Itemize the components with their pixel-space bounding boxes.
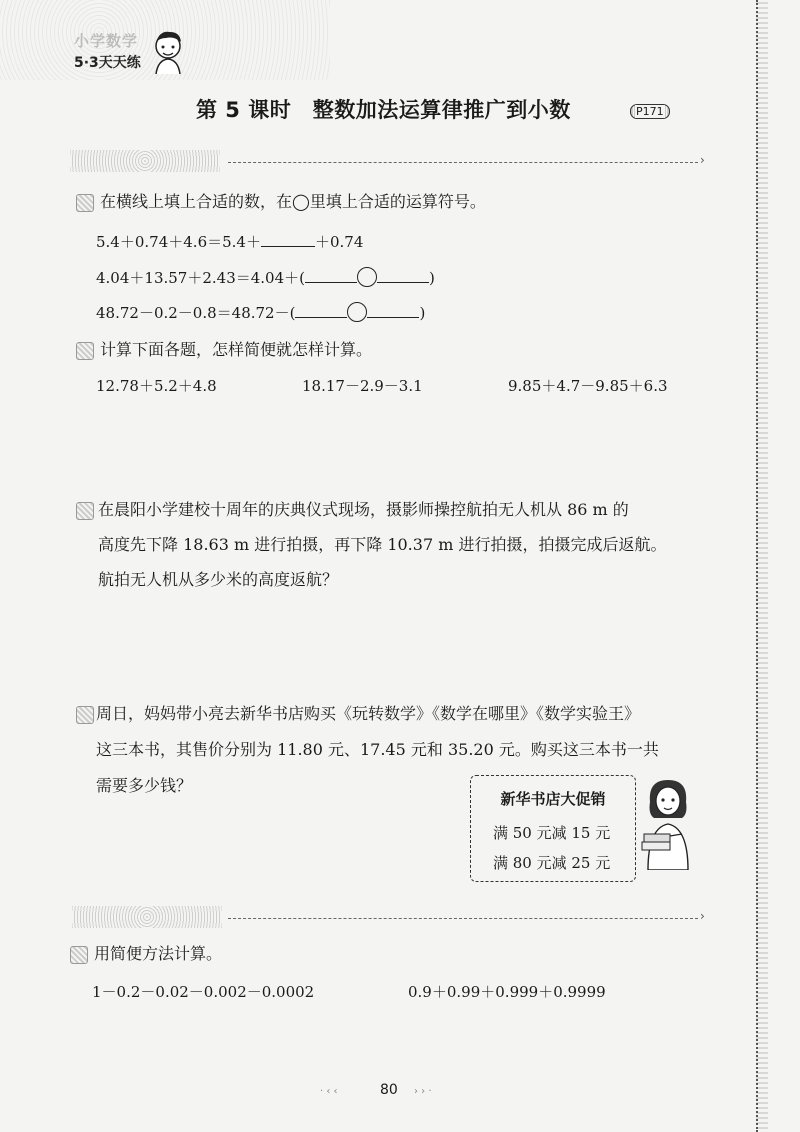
q1-line2-right: ) (429, 269, 435, 287)
q1-line3 (96, 302, 425, 323)
promo-title: 新华书店大促销 (500, 790, 606, 808)
boy-mascot-icon (148, 28, 188, 76)
answer-page-reference: P171 (630, 104, 670, 119)
answer-blank[interactable] (367, 303, 419, 318)
q1-line1-right: ＋0.74 (314, 233, 364, 251)
page-binding-edge (756, 0, 768, 1132)
page-ornament-left: · ‹ ‹ (320, 1086, 338, 1097)
question-number-badge (76, 342, 94, 360)
answer-blank[interactable] (295, 303, 347, 318)
brand-logo-text: 5·3天天练 (74, 55, 141, 71)
operator-circle[interactable] (357, 267, 377, 287)
q1-line1 (96, 232, 363, 252)
page-number: 80 (380, 1082, 398, 1098)
question-number-badge (76, 194, 94, 212)
page-ornament-right: › › · (414, 1086, 432, 1097)
lesson-title: 第 5 课时 整数加法运算律推广到小数 (196, 98, 571, 122)
q2-expr-3: 9.85＋4.7－9.85＋6.3 (508, 377, 668, 395)
promo-line-1: 满 50 元减 15 元 (493, 824, 611, 842)
q5-expr-1: 1－0.2－0.02－0.002－0.0002 (92, 983, 315, 1001)
arrow-right-icon: › (700, 153, 705, 167)
section-divider (228, 918, 698, 919)
q1-line1-left: 5.4＋0.74＋4.6＝5.4＋ (96, 233, 261, 251)
section-banner-basic (70, 150, 220, 172)
q1-line2-left: 4.04＋13.57＋2.43＝4.04＋( (96, 269, 305, 287)
answer-blank[interactable] (305, 268, 357, 283)
arrow-right-icon: › (700, 909, 705, 923)
answer-blank[interactable] (261, 232, 315, 247)
q1-line3-left: 48.72－0.2－0.8＝48.72－( (96, 304, 296, 322)
q1-line3-right: ) (419, 304, 426, 322)
operator-circle[interactable] (347, 302, 367, 322)
section-divider (228, 162, 698, 163)
answer-blank[interactable] (377, 268, 429, 283)
q3-line-3: 航拍无人机从多少米的高度返航？ (98, 570, 339, 589)
q3-line-1: 在晨阳小学建校十周年的庆典仪式现场，摄影师操控航拍无人机从 86 m 的 (98, 500, 629, 519)
question-number-badge (70, 946, 88, 964)
q4-line-3: 需要多少钱？ (96, 776, 193, 795)
q5-prompt: 用简便方法计算。 (94, 944, 223, 963)
question-number-badge (76, 706, 94, 724)
mother-character-icon (636, 774, 700, 870)
q1-prompt: 在横线上填上合适的数，在◯里填上合适的运算符号。 (100, 192, 486, 211)
q1-line2 (96, 267, 435, 288)
q3-line-2: 高度先下降 18.63 m 进行拍摄，再下降 10.37 m 进行拍摄，拍摄完成后返航。 (98, 535, 667, 554)
q4-line-1: 周日，妈妈带小亮去新华书店购买《玩转数学》《数学在哪里》《数学实验王》 (96, 704, 641, 723)
q2-expr-1: 12.78＋5.2＋4.8 (96, 377, 217, 395)
q2-prompt: 计算下面各题，怎样简便就怎样计算。 (100, 340, 373, 359)
question-number-badge (76, 502, 94, 520)
promo-sign (470, 775, 636, 882)
section-banner-advanced (72, 906, 222, 928)
q4-line-2: 这三本书，其售价分别为 11.80 元、17.45 元和 35.20 元。购买这三本书一共 (96, 740, 659, 759)
q5-expr-2: 0.9＋0.99＋0.999＋0.9999 (408, 983, 606, 1001)
brand-top-text: 小学数学 (74, 32, 139, 50)
promo-line-2: 满 80 元减 25 元 (493, 854, 611, 872)
q2-expr-2: 18.17－2.9－3.1 (302, 377, 423, 395)
